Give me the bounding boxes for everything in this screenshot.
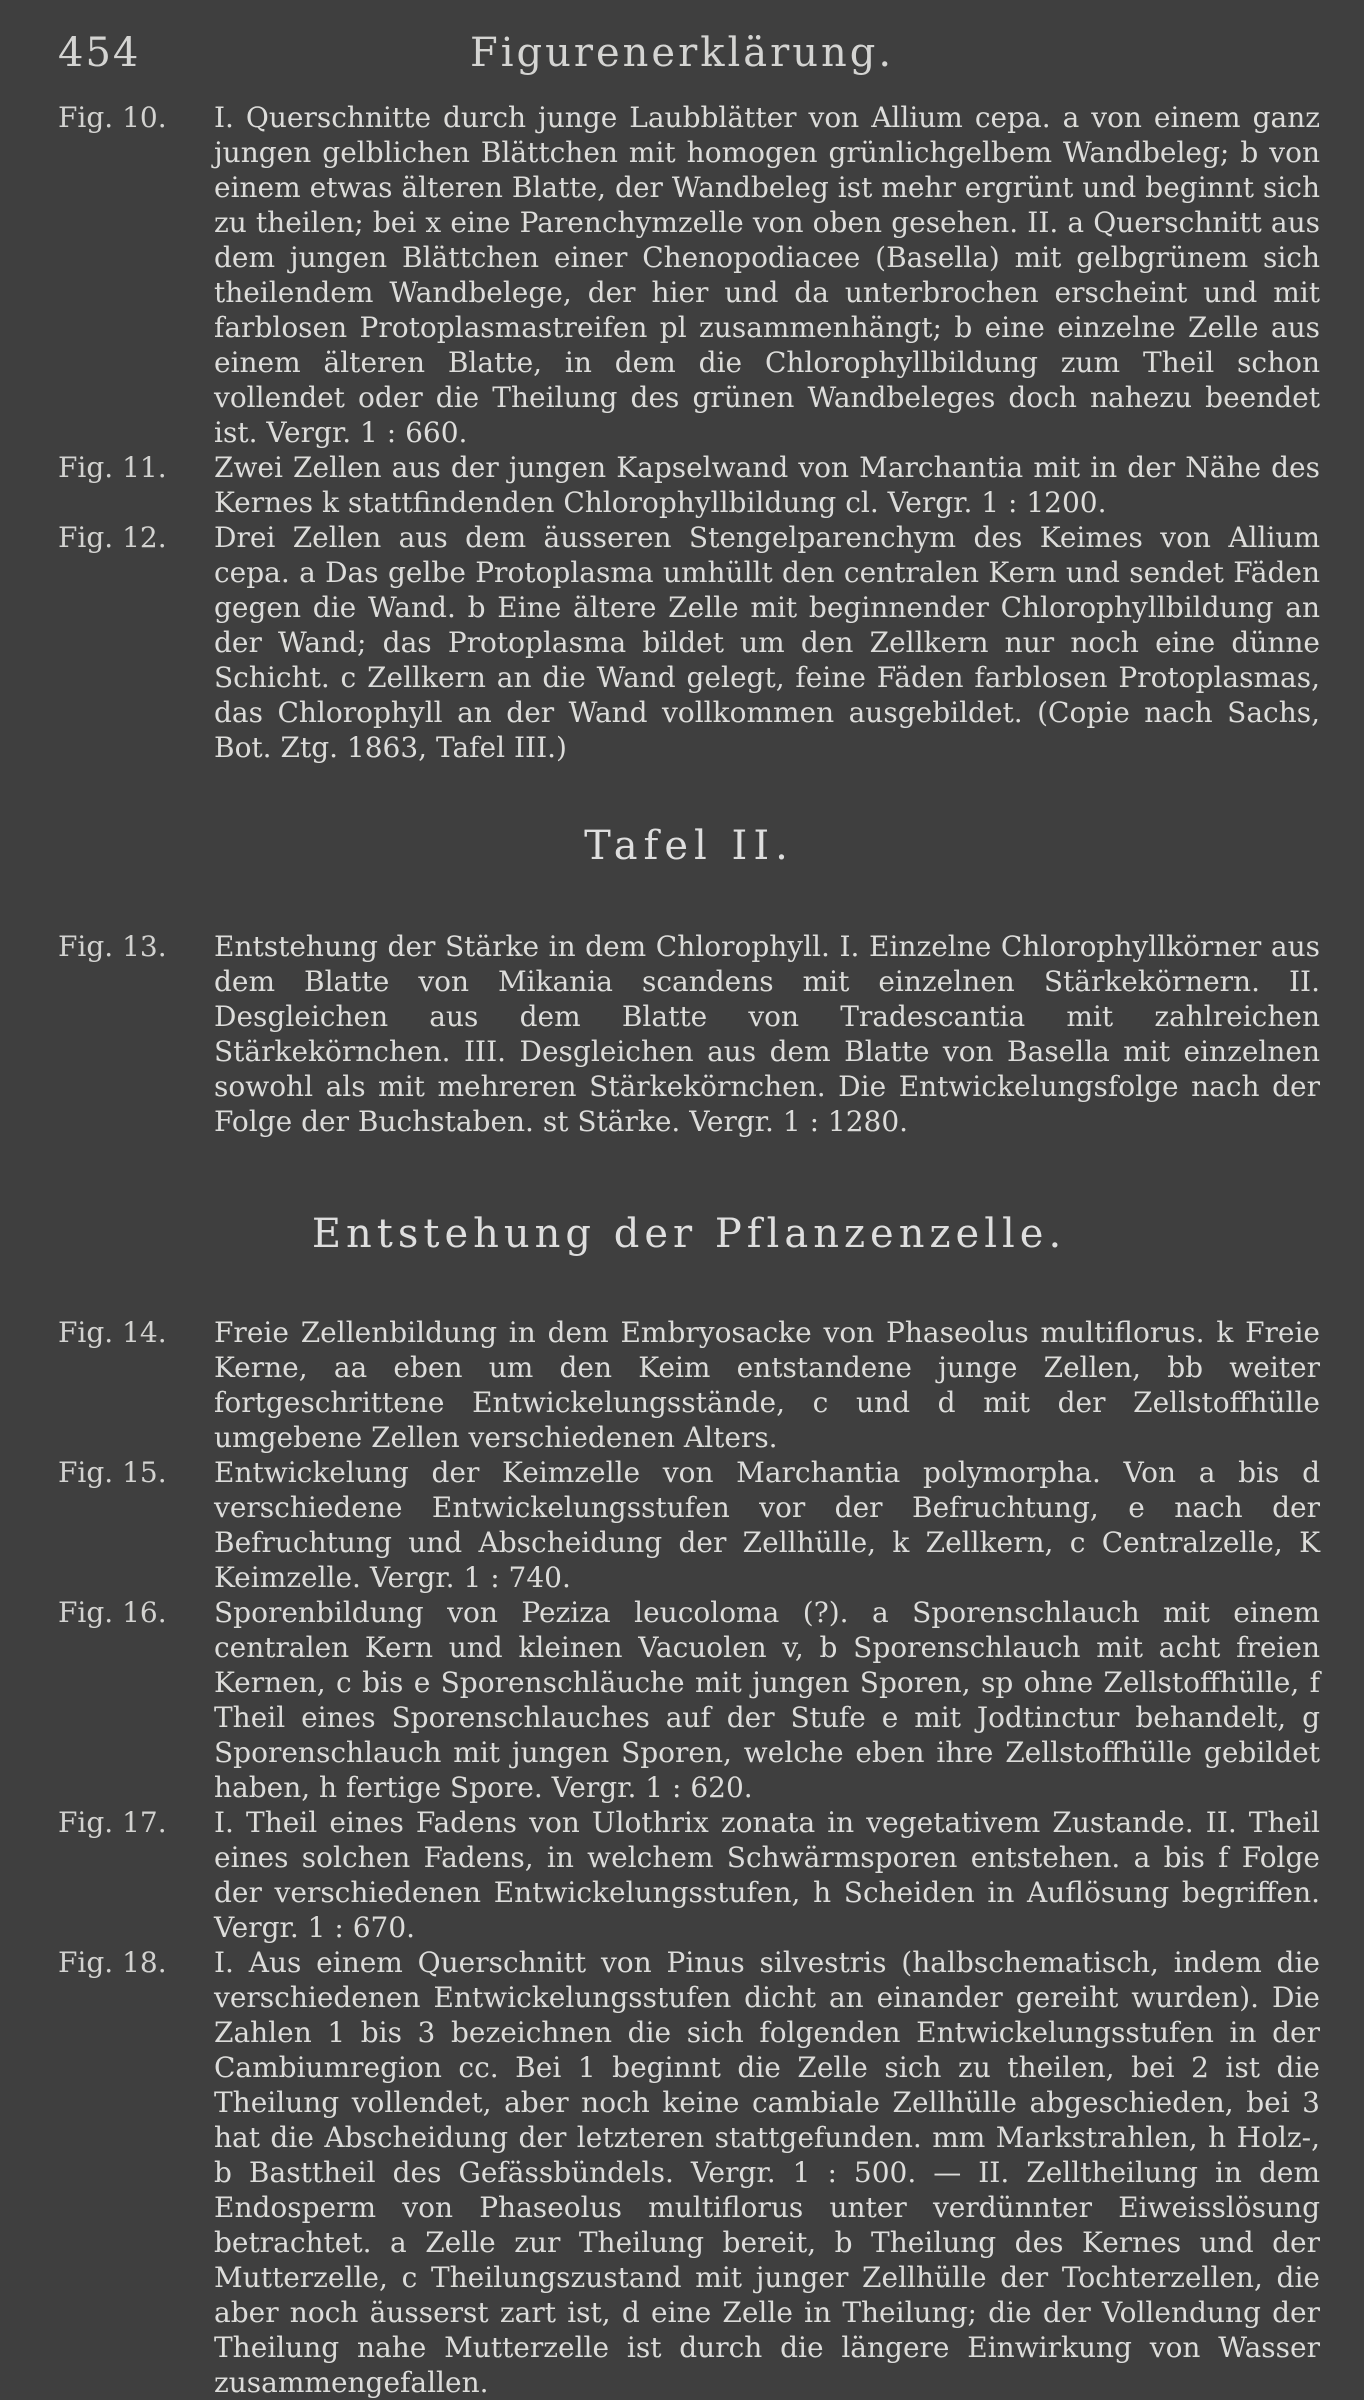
- figure-entry-16: [58, 1595, 1320, 1805]
- figure-label: Fig. 17.: [58, 1806, 167, 1839]
- figure-label: Fig. 15.: [58, 1456, 167, 1489]
- figure-entry-13: [58, 929, 1320, 1139]
- running-title: Figurenerklärung.: [469, 30, 895, 76]
- figure-label: Fig. 10.: [58, 101, 167, 134]
- figure-label: Fig. 11.: [58, 451, 167, 484]
- figure-description: Entstehung der Stärke in dem Chlorophyll. I. Einzelne Chlorophyllkörner aus dem Blatte von Mikania scandens mit einzelnen Stärkekörnern. II. Desgleichen aus dem Blatte von Tradescantia mit zahlreichen Stärkekörnchen. III. Desgleichen aus dem Blatte von Basella mit einzelnen sowohl als mit mehreren Stärkekörnchen. Die Entwickelungsfolge nach der Folge der Buchstaben. st Stärke. Vergr. 1 : 1280.: [214, 930, 1320, 1138]
- page-header: [0, 30, 1364, 80]
- figure-label: Fig. 13.: [58, 930, 167, 963]
- figure-entry-18: [58, 1945, 1320, 2400]
- figure-description: Drei Zellen aus dem äusseren Stengelparenchym des Keimes von Allium cepa. a Das gelbe Protoplasma umhüllt den centralen Kern und sendet Fäden gegen die Wand. b Eine ältere Zelle mit beginnender Chlorophyllbildung an der Wand; das Protoplasma bildet um den Zellkern nur noch eine dünne Schicht. c Zellkern an die Wand gelegt, feine Fäden farblosen Protoplasmas, das Chlorophyll an der Wand vollkommen ausgebildet. (Copie nach Sachs, Bot. Ztg. 1863, Tafel III.): [214, 521, 1320, 764]
- figure-entry-17: [58, 1805, 1320, 1945]
- figure-entry-14: [58, 1315, 1320, 1455]
- figure-entry-12: [58, 520, 1320, 765]
- figure-label: Fig. 14.: [58, 1316, 167, 1349]
- figure-description: Freie Zellenbildung in dem Embryosacke von Phaseolus multiflorus. k Freie Kerne, aa eben um den Keim entstandene junge Zellen, bb weiter fortgeschrittene Entwickelungsstände, c und d mit der Zellstoffhülle umgebene Zellen verschiedenen Alters.: [214, 1316, 1320, 1454]
- figure-description: Entwickelung der Keimzelle von Marchantia polymorpha. Von a bis d verschiedene Entwickelungsstufen vor der Befruchtung, e nach der Befruchtung und Abscheidung der Zellhülle, k Zellkern, c Centralzelle, K Keimzelle. Vergr. 1 : 740.: [214, 1456, 1320, 1594]
- figure-list-top: [58, 100, 1320, 765]
- figure-description: I. Aus einem Querschnitt von Pinus silvestris (halbschematisch, indem die verschiedenen Entwickelungsstufen dicht an einander gereiht wurden). Die Zahlen 1 bis 3 bezeichnen die sich folgenden Entwickelungsstufen in der Cambiumregion cc. Bei 1 beginnt die Zelle sich zu theilen, bei 2 ist die Theilung vollendet, aber noch keine cambiale Zellhülle abgeschieden, bei 3 hat die Abscheidung der letzteren stattgefunden. mm Markstrahlen, h Holz-, b Basttheil des Gefässbündels. Vergr. 1 : 500. — II. Zelltheilung in dem Endosperm von Phaseolus multiflorus unter verdünnter Eiweisslösung betrachtet. a Zelle zur Theilung bereit, b Theilung des Kernes und der Mutterzelle, c Theilungszustand mit junger Zellhülle der Tochterzellen, die aber noch äusserst zart ist, d eine Zelle in Theilung; die der Vollendung der Theilung nahe Mutterzelle ist durch die längere Einwirkung von Wasser zusammengefallen.: [214, 1946, 1320, 2399]
- page-number: 454: [58, 30, 141, 76]
- figure-entry-15: [58, 1455, 1320, 1595]
- figure-label: Fig. 12.: [58, 521, 167, 554]
- section-heading-tafel: Tafel II.: [584, 823, 794, 869]
- figure-entry-11: [58, 450, 1320, 520]
- figure-description: Zwei Zellen aus der jungen Kapselwand von Marchantia mit in der Nähe des Kernes k stattfindenden Chlorophyllbildung cl. Vergr. 1 : 1200.: [214, 451, 1320, 519]
- figure-description: I. Theil eines Fadens von Ulothrix zonata in vegetativem Zustande. II. Theil eines solchen Fadens, in welchem Schwärmsporen entstehen. a bis f Folge der verschiedenen Entwickelungsstufen, h Scheiden in Auflösung begriffen. Vergr. 1 : 670.: [214, 1806, 1320, 1944]
- figure-entry-10: [58, 100, 1320, 450]
- figure-label: Fig. 18.: [58, 1946, 167, 1979]
- figure-list-entstehung: [58, 1315, 1320, 2400]
- figure-description: Sporenbildung von Peziza leucoloma (?). a Sporenschlauch mit einem centralen Kern und kleinen Vacuolen v, b Sporenschlauch mit acht freien Kernen, c bis e Sporenschläuche mit jungen Sporen, sp ohne Zellstoffhülle, f Theil eines Sporenschlauches auf der Stufe e mit Jodtinctur behandelt, g Sporenschlauch mit jungen Sporen, welche eben ihre Zellstoffhülle gebildet haben, h fertige Spore. Vergr. 1 : 620.: [214, 1596, 1320, 1804]
- figure-label: Fig. 16.: [58, 1596, 167, 1629]
- page-content: [58, 100, 1320, 2400]
- figure-description: I. Querschnitte durch junge Laubblätter von Allium cepa. a von einem ganz jungen gelblichen Blättchen mit homogen grünlichgelbem Wandbeleg; b von einem etwas älteren Blatte, der Wandbeleg ist mehr ergrünt und beginnt sich zu theilen; bei x eine Parenchymzelle von oben gesehen. II. a Querschnitt aus dem jungen Blättchen einer Chenopodiacee (Basella) mit gelbgrünem sich theilendem Wandbelege, der hier und da unterbrochen erscheint und mit farblosen Protoplasmastreifen pl zusammenhängt; b eine einzelne Zelle aus einem älteren Blatte, in dem die Chlorophyllbildung zum Theil schon vollendet oder die Theilung des grünen Wandbeleges doch nahezu beendet ist. Vergr. 1 : 660.: [214, 101, 1320, 449]
- section-heading-entstehung: Entstehung der Pflanzenzelle.: [311, 1211, 1067, 1257]
- figure-list-tafel: [58, 929, 1320, 1139]
